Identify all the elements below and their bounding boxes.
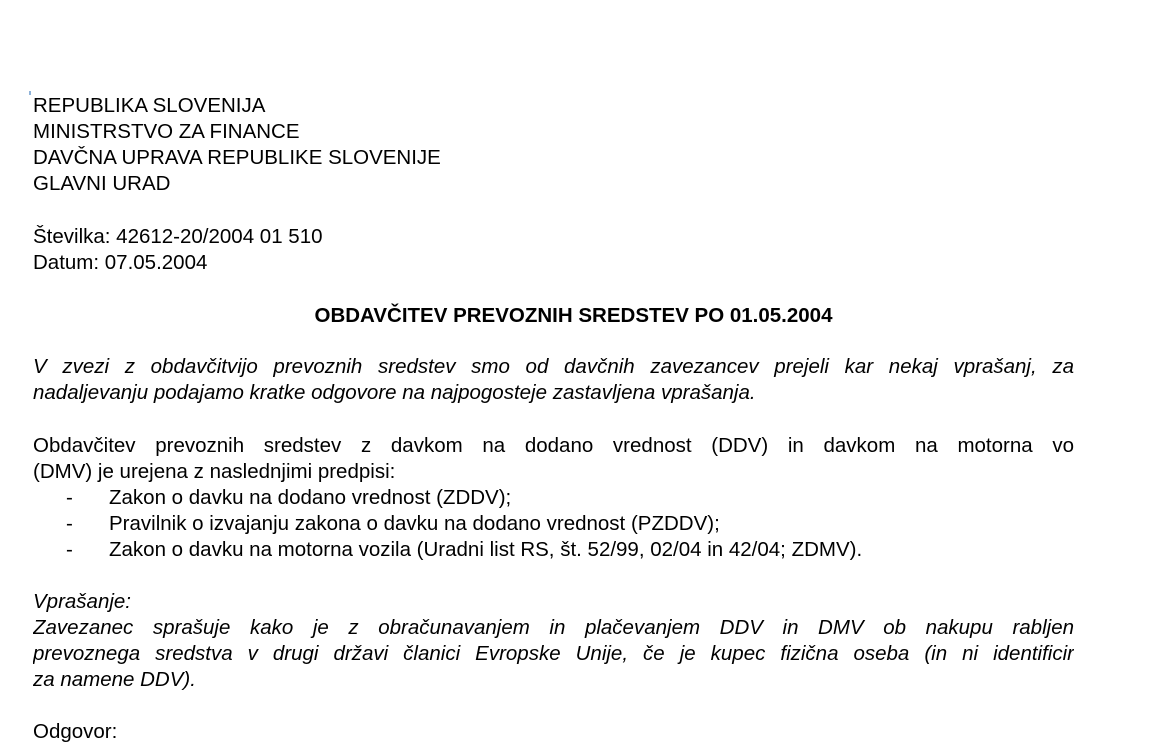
- regulation-line-1: Obdavčitev prevoznih sredstev z davkom na dodano vrednost (DDV) in davkom na motorna vo: [33, 434, 1074, 457]
- intro-paragraph: [33, 354, 1074, 406]
- issuer-header: [33, 93, 1074, 197]
- answer-section: [33, 719, 1074, 743]
- header-line-republic: REPUBLIKA SLOVENIJA: [33, 94, 266, 117]
- bullet-dash: -: [66, 512, 73, 535]
- regulation-line-2: (DMV) je urejena z naslednjimi predpisi:: [33, 460, 396, 483]
- header-line-ministry: MINISTRSTVO ZA FINANCE: [33, 120, 300, 143]
- question-line-1: Zavezanec sprašuje kako je z obračunavanjem in plačevanjem DDV in DMV ob nakupu rabljen: [33, 616, 1074, 639]
- bullet-text: Zakon o davku na dodano vrednost (ZDDV);: [109, 486, 512, 509]
- intro-line-1: V zvezi z obdavčitvijo prevoznih sredstev smo od davčnih zavezancev prejeli kar nekaj vprašanj, za: [33, 355, 1074, 378]
- cursor-mark: [29, 91, 31, 95]
- header-line-office: GLAVNI URAD: [33, 172, 171, 195]
- bullet-text: Pravilnik o izvajanju zakona o davku na dodano vrednost (PZDDV);: [109, 512, 720, 535]
- bullet-text: Zakon o davku na motorna vozila (Uradni list RS, št. 52/99, 02/04 in 42/04; ZDMV).: [109, 538, 863, 561]
- answer-label: Odgovor:: [33, 720, 118, 743]
- header-line-tax-admin: DAVČNA UPRAVA REPUBLIKE SLOVENIJE: [33, 146, 441, 169]
- question-section: [33, 589, 1074, 693]
- question-line-2: prevoznega sredstva v drugi državi članici Evropske Unije, če je kupec fizična oseba (in ni identificir: [33, 642, 1074, 665]
- document-title: OBDAVČITEV PREVOZNIH SREDSTEV PO 01.05.2004: [314, 304, 833, 327]
- bullet-dash: -: [66, 538, 73, 561]
- intro-line-2: nadaljevanju podajamo kratke odgovore na najpogosteje zastavljena vprašanja.: [33, 381, 756, 404]
- question-line-3: za namene DDV).: [33, 668, 196, 691]
- document-meta: [33, 224, 1074, 276]
- question-label: Vprašanje:: [33, 590, 132, 613]
- regulation-paragraph: [33, 433, 1074, 485]
- document-date: Datum: 07.05.2004: [33, 251, 208, 274]
- document-number: Številka: 42612-20/2004 01 510: [33, 225, 323, 248]
- bullet-dash: -: [66, 486, 73, 509]
